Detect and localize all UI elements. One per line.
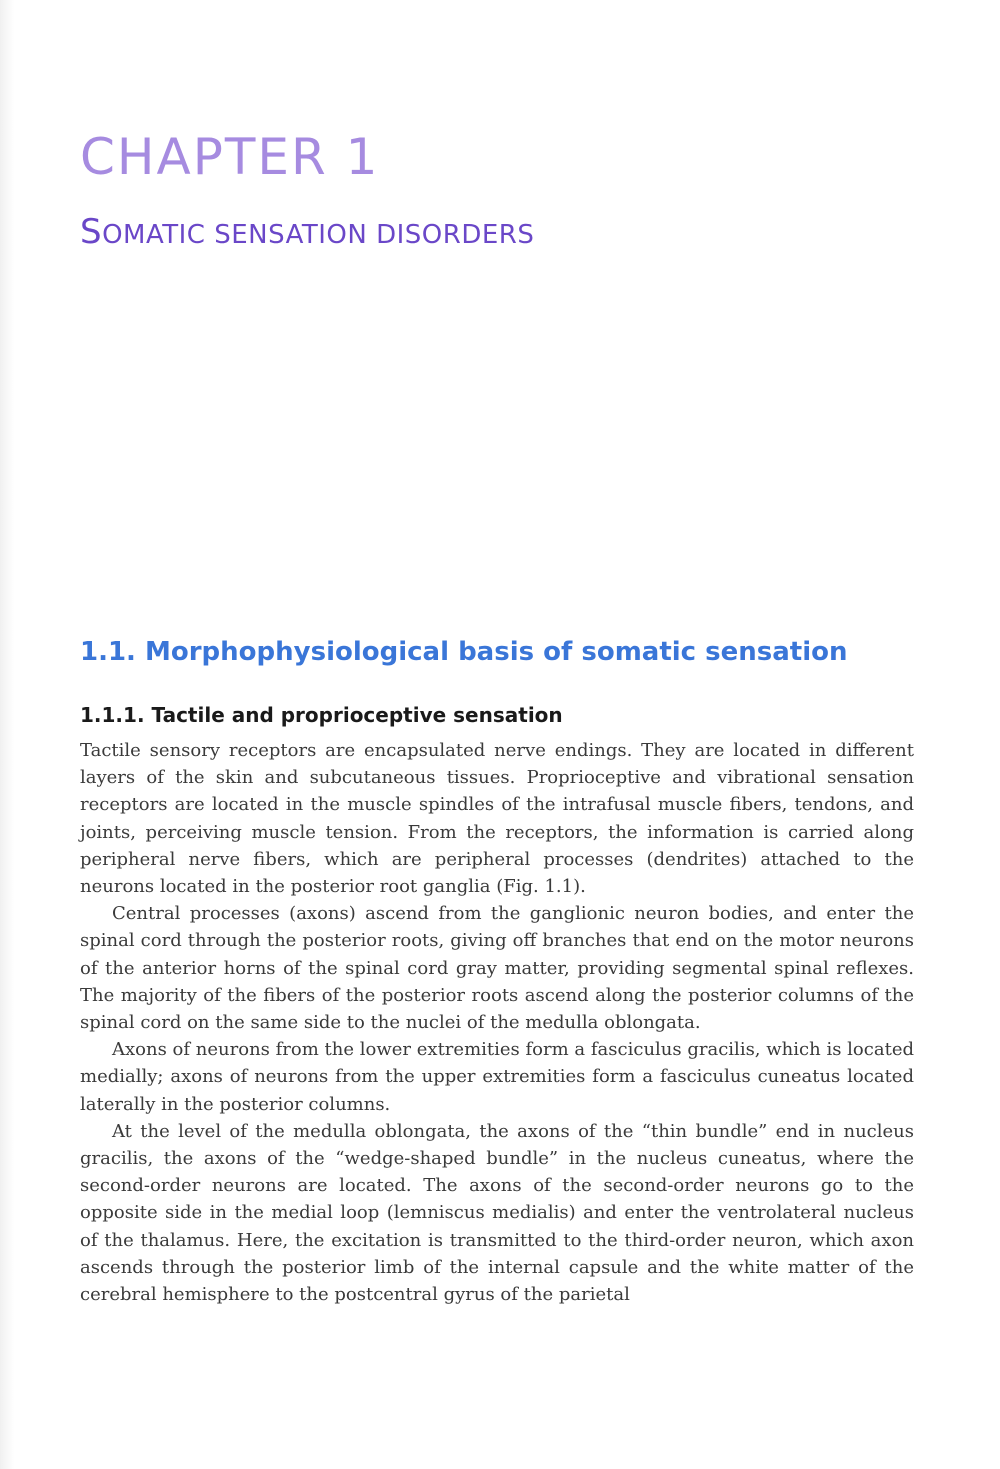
chapter-title-rest: OMATIC SENSATION DISORDERS (102, 220, 535, 250)
chapter-title-initial: S (80, 212, 103, 252)
section-heading: 1.1. Morphophysiological basis of somatic sensation (80, 637, 848, 667)
paragraph: Tactile sensory receptors are encapsulated nerve endings. They are located in different layers of the skin and subcutaneous tissues. Proprioceptive and vibrational sensation receptors are located in the muscle spindles of the intrafusal muscle fibers, tendons, and joints, perceiving muscle tension. From the receptors, the information is carried along peripheral nerve fibers, which are peripheral processes (dendrites) attached to the neurons located in the posterior root ganglia (Fig. 1.1). (80, 740, 914, 898)
chapter-title (80, 212, 534, 252)
body-text (80, 737, 914, 1308)
subsection-heading: 1.1.1. Tactile and proprioceptive sensation (80, 703, 563, 727)
chapter-label: CHAPTER 1 (80, 128, 380, 186)
paragraph: At the level of the medulla oblongata, the axons of the “thin bundle” end in nucleus gracilis, the axons of the “wedge-shaped bundle” in the nucleus cuneatus, where the second-order neurons are located. The axons of the second-order neurons go to the opposite side in the medial loop (lemniscus medialis) and enter the ventrolateral nucleus of the thalamus. Here, the excitation is transmitted to the third-order neuron, which axon ascends through the posterior limb of the internal capsule and the white matter of the cerebral hemisphere to the postcentral gyrus of the parietal (80, 1120, 914, 1306)
paragraph: Axons of neurons from the lower extremities form a fasciculus gracilis, which is located medially; axons of neurons from the upper extremities form a fasciculus cuneatus located laterally in the posterior columns. (80, 1039, 914, 1115)
paragraph: Central processes (axons) ascend from the ganglionic neuron bodies, and enter the spinal cord through the posterior roots, giving off branches that end on the motor neurons of the anterior horns of the spinal cord gray matter, providing segmental spinal reflexes. The majority of the fibers of the posterior roots ascend along the posterior columns of the spinal cord on the same side to the nuclei of the medulla oblongata. (80, 903, 914, 1034)
